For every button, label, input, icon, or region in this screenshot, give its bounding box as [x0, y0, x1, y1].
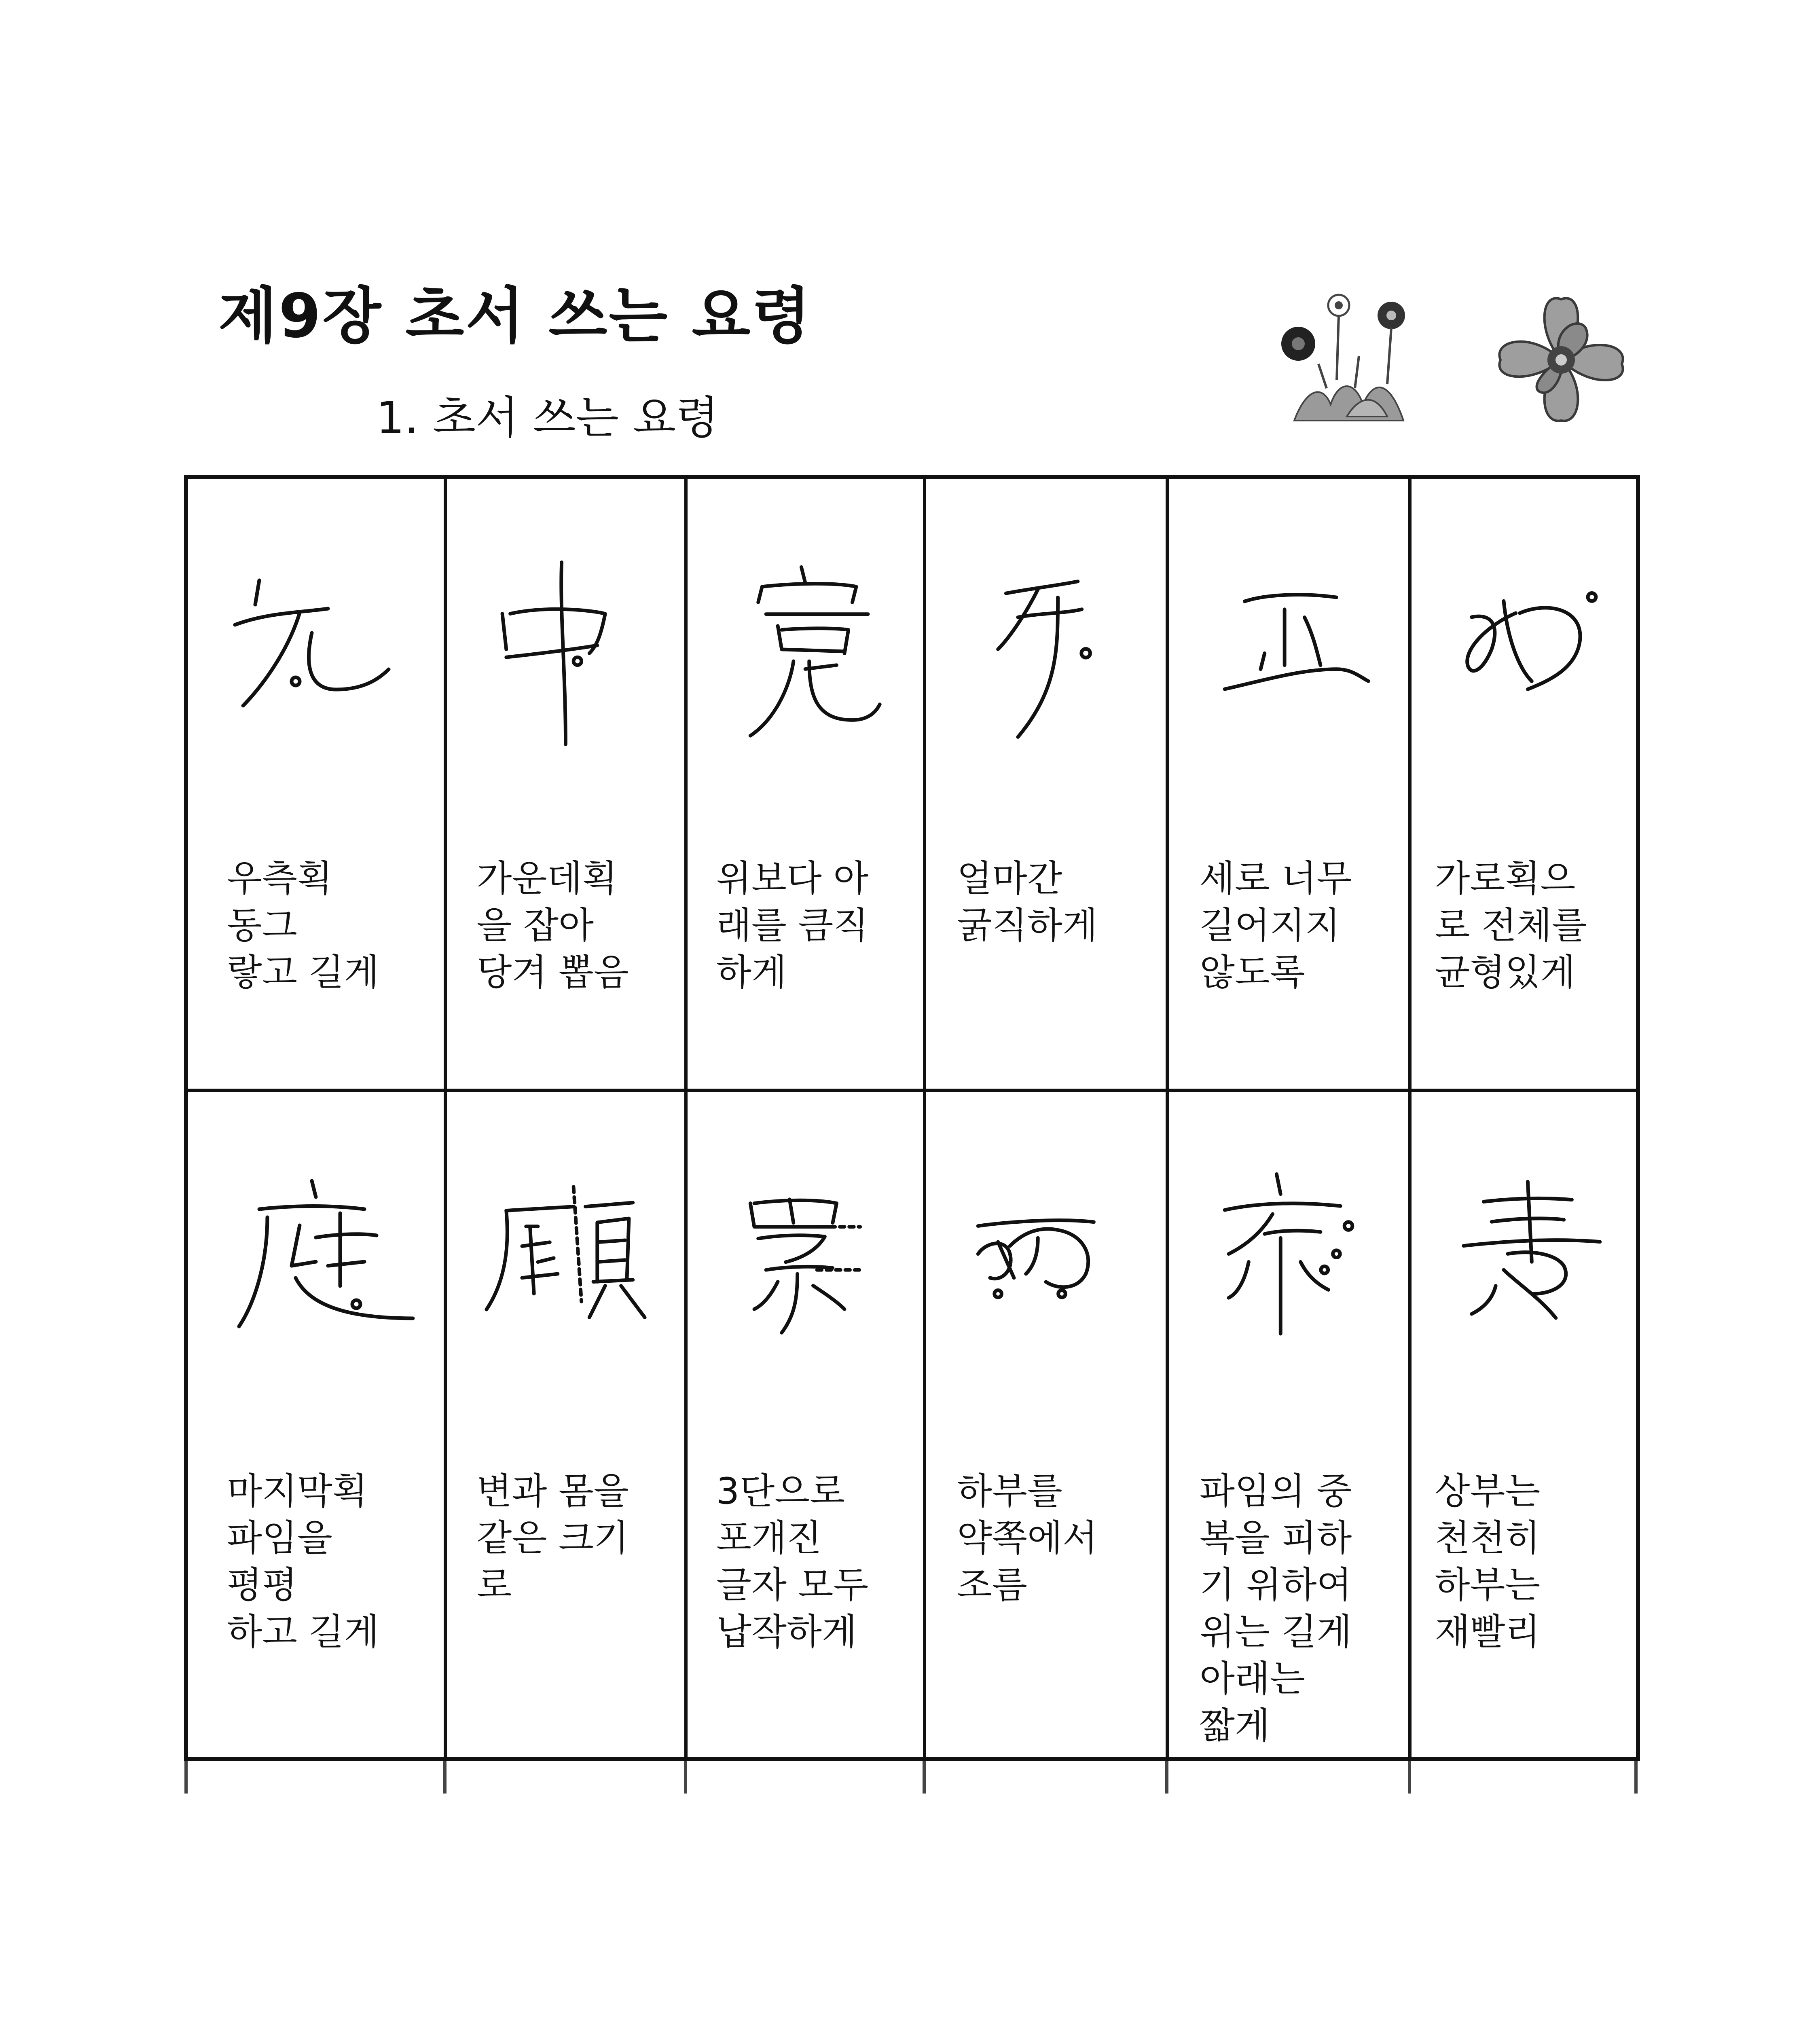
- table-cell: [1412, 479, 1636, 1092]
- cursive-glyph-lei-icon: [688, 1092, 923, 1456]
- table-cell: [1169, 1092, 1412, 1757]
- cursive-glyph-5-icon: [1169, 479, 1408, 843]
- section-title: 1. 초서 쓰는 요령: [376, 392, 719, 444]
- table-continuation-ticks: [178, 1761, 1650, 1810]
- chapter-title: 제9장 초서 쓰는 요령: [218, 281, 813, 351]
- table-cell: [188, 479, 447, 1092]
- cursive-glyph-6-icon: [1412, 479, 1636, 843]
- caption: 하부를 약쪽에서 조름: [957, 1470, 1098, 1606]
- caption: 가로획으 로 전체를 균형있게: [1435, 857, 1587, 994]
- caption: 우측획 동그 랗고 길게: [227, 857, 379, 994]
- cursive-glyph-xi-icon: [926, 1092, 1166, 1456]
- table-cell: [926, 479, 1169, 1092]
- cursive-glyph-4-icon: [926, 479, 1166, 843]
- cursive-glyph-ting-icon: [188, 1092, 444, 1456]
- caption: 변과 몸을 같은 크기 로: [476, 1470, 629, 1606]
- cursive-glyph-shou-icon: [1412, 1092, 1636, 1456]
- table-cell: [688, 479, 926, 1092]
- table-cell: [1412, 1092, 1636, 1757]
- caption: 파임의 중 복을 피하 기 위하여 위는 길게 아래는 짧게: [1200, 1470, 1352, 1747]
- cursive-glyph-zhong-icon: [447, 479, 684, 843]
- decoration: [1270, 283, 1650, 437]
- cursive-glyph-kuan-icon: [688, 479, 923, 843]
- caption: 세로 너무 길어지지 않도록: [1200, 857, 1352, 994]
- table-cell: [688, 1092, 926, 1757]
- caption: 상부는 천천히 하부는 재빨리: [1435, 1470, 1541, 1653]
- flower-icon: [1480, 283, 1642, 437]
- caption: 위보다 아 래를 큼직 하게: [716, 857, 869, 994]
- calligraphy-table: [184, 475, 1640, 1761]
- table-cell: [1169, 479, 1412, 1092]
- cursive-glyph-1-icon: [188, 479, 444, 843]
- table-cell: [926, 1092, 1169, 1757]
- table-cell: [447, 1092, 688, 1757]
- table-cell: [447, 479, 688, 1092]
- caption: 가운데획 을 잡아 당겨 뽑음: [476, 857, 629, 994]
- cursive-glyph-cha-icon: [1169, 1092, 1408, 1456]
- caption: 마지막획 파임을 평평 하고 길게: [227, 1470, 379, 1653]
- caption: 얼마간 굵직하게: [957, 857, 1098, 947]
- caption: 3단으로 포개진 글자 모두 납작하게: [716, 1470, 869, 1653]
- table-cell: [188, 1092, 447, 1757]
- cursive-glyph-gu-icon: [447, 1092, 684, 1456]
